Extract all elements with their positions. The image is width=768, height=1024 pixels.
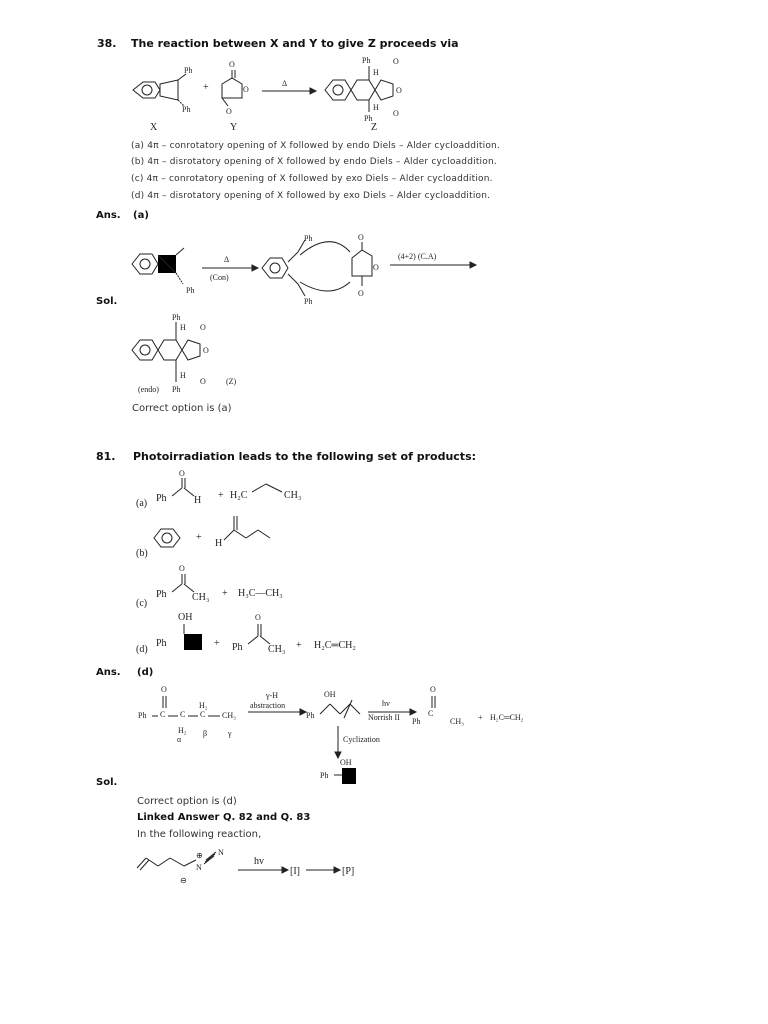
sol81-cyclization: Cyclization: [343, 735, 380, 744]
sol-diene-ph-top: Ph: [304, 234, 313, 243]
opt-d-o: O: [255, 613, 261, 622]
q38-option-a: (a) 4π – conrotatory opening of X followed by endo Diels – Alder cycloaddition.: [131, 141, 500, 151]
sol81-norrish: Norrish II: [368, 713, 400, 722]
opt-c-o: O: [179, 564, 185, 573]
q38-correct-option: Correct option is (a): [132, 403, 232, 414]
q38-sol-label: Sol.: [96, 296, 118, 307]
sol81-hv: hv: [382, 699, 390, 708]
sol81-alpha: α: [177, 735, 182, 744]
sol81-prod-c: C: [428, 709, 434, 718]
sol81-prod-o: O: [430, 685, 436, 694]
sol81-h2-b: H₂: [199, 701, 208, 710]
q81-question: Photoirradiation leads to the following set of products:: [133, 450, 477, 463]
q81-opt-d-label: (d): [136, 644, 148, 655]
q81-ans-label: Ans.: [96, 667, 121, 678]
opt-d-plus-2: +: [296, 640, 302, 651]
y-o-ring: O: [243, 85, 249, 94]
opt-a-h: H: [194, 495, 202, 506]
sol-diene-ph-bottom: Ph: [304, 297, 313, 306]
q38-delta: Δ: [282, 79, 288, 88]
q81-opt-b-label: (b): [136, 548, 148, 559]
q38-question: The reaction between X and Y to give Z proceeds via: [131, 37, 459, 50]
opt-a-o: O: [179, 469, 185, 478]
sol81-c2: C: [180, 710, 186, 719]
q38-option-b: (b) 4π – disrotatory opening of X followed by endo Diels – Alder cycloaddition.: [131, 157, 497, 167]
sol81-biradical-ph: Ph: [306, 711, 315, 720]
linked-plus: ⊕: [196, 851, 203, 860]
opt-c-ph: Ph: [156, 589, 167, 600]
z-o-top: O: [393, 57, 399, 66]
q38-option-c: (c) 4π – conrotatory opening of X followed by exo Diels – Alder cycloaddition.: [131, 174, 493, 184]
sol-z-ph-top: Ph: [172, 313, 181, 322]
z-o-ring: O: [396, 86, 402, 95]
sol81-c3: C: [200, 710, 206, 719]
opt-a-ph: Ph: [156, 493, 167, 504]
opt-b-h: H: [215, 538, 223, 549]
sol81-biradical-oh: OH: [324, 690, 336, 699]
q81-sol-label: Sol.: [96, 777, 118, 788]
sol81-prod-ch3: CH₃: [450, 717, 464, 726]
x-ph-top: Ph: [184, 66, 193, 75]
sol-z-h-bottom: H: [180, 371, 186, 380]
sol81-h2-a: H₂: [178, 726, 187, 735]
opt-d-ethene: H₂C═CH₂: [314, 640, 356, 651]
q38-number: 38.: [97, 37, 117, 50]
linked-n1: N: [196, 863, 202, 872]
q38-ans-label: Ans.: [96, 210, 121, 221]
opt-d-oh: OH: [178, 612, 193, 623]
x-ph-bottom: Ph: [182, 105, 191, 114]
opt-d-plus-1: +: [214, 638, 220, 649]
z-ph-top: Ph: [362, 56, 371, 65]
z-o-bottom: O: [393, 109, 399, 118]
opt-d-ch3: CH₃: [268, 644, 286, 655]
q81-opt-a-label: (a): [136, 498, 148, 509]
sol81-beta: β: [203, 729, 208, 738]
sol81-abstraction: abstraction: [250, 701, 286, 710]
sol81-gamma-h: γ-H: [266, 691, 278, 700]
sol81-o: O: [161, 685, 167, 694]
sol-con-label: (Con): [210, 273, 229, 282]
y-o-bottom: O: [226, 107, 232, 116]
sol-z-h-top: H: [180, 323, 186, 332]
q38-ans-value: (a): [133, 210, 149, 221]
sol-z-o-ring: O: [203, 346, 209, 355]
sol-o-bottom: O: [358, 289, 364, 298]
sol-z-ph-bottom: Ph: [172, 385, 181, 394]
sol-o-top: O: [358, 233, 364, 242]
sol-delta: Δ: [224, 255, 230, 264]
q81-ans-value: (d): [137, 667, 154, 678]
opt-c-plus: +: [222, 588, 228, 599]
sol81-ph: Ph: [138, 711, 147, 720]
sol81-prod-plus: +: [478, 713, 483, 722]
sol81-gamma: γ: [228, 729, 232, 738]
opt-c-ethane: H₃C—CH₃: [238, 588, 283, 599]
linked-minus: ⊖: [180, 876, 187, 885]
sol81-cyclo-oh: OH: [340, 758, 352, 767]
q81-number: 81.: [96, 450, 116, 463]
opt-a-ch3: CH₃: [284, 490, 302, 501]
sol81-prod-ph: Ph: [412, 717, 421, 726]
q38-plus: +: [203, 82, 209, 93]
linked-title: Linked Answer Q. 82 and Q. 83: [137, 812, 311, 823]
linked-i: [I]: [290, 866, 300, 877]
opt-d-ph-2: Ph: [232, 642, 243, 653]
y-o-top: O: [229, 60, 235, 69]
sol81-c1: C: [160, 710, 166, 719]
sol-z-tag: (Z): [226, 377, 237, 386]
q81-correct-option: Correct option is (d): [137, 796, 237, 807]
opt-c-ch3: CH₃: [192, 592, 210, 603]
sol-ca-label: (4+2) (C.A): [398, 252, 437, 261]
q38-option-d: (d) 4π – disrotatory opening of X followed by exo Diels – Alder cycloaddition.: [131, 191, 491, 201]
sol81-prod-ethene: H₂C═CH₂: [490, 713, 524, 722]
opt-b-plus: +: [196, 532, 202, 543]
z-h-top: H: [373, 68, 379, 77]
z-ph-bottom: Ph: [364, 114, 373, 123]
sol-z-o-bottom: O: [200, 377, 206, 386]
sol-x-ph: Ph: [186, 286, 195, 295]
sol81-cyclo-ph: Ph: [320, 771, 329, 780]
label-y: Y: [230, 122, 238, 133]
sol-endo-label: (endo): [138, 385, 159, 394]
q81-opt-c-label: (c): [136, 598, 148, 609]
sol-o-ring: O: [373, 263, 379, 272]
linked-intro: In the following reaction,: [137, 829, 262, 840]
linked-n2: N: [218, 848, 224, 857]
opt-a-plus: +: [218, 490, 224, 501]
sol-z-o-top: O: [200, 323, 206, 332]
label-x: X: [150, 122, 158, 133]
opt-d-ph: Ph: [156, 638, 167, 649]
linked-hv: hv: [254, 856, 264, 867]
z-h-bottom: H: [373, 103, 379, 112]
label-z: Z: [371, 122, 378, 133]
opt-a-h2c: H₂C: [230, 490, 248, 501]
linked-p: [P]: [342, 866, 355, 877]
sol81-ch3: CH₃: [222, 711, 236, 720]
